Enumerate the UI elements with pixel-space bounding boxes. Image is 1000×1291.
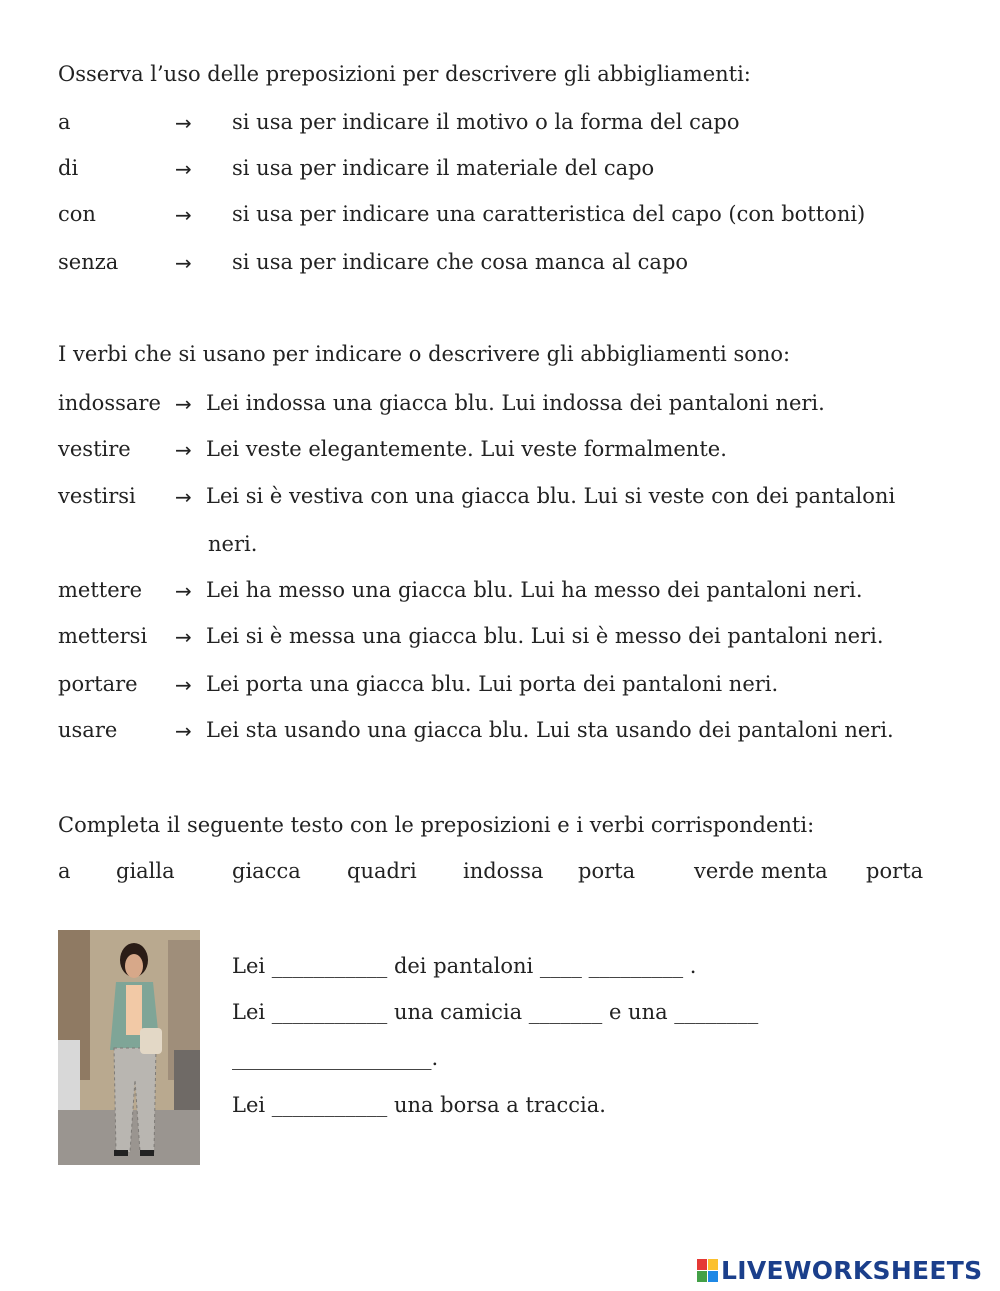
fill-in-line[interactable]: Lei ___________ una borsa a traccia. [232,1093,606,1117]
verb-term: vestirsi [58,484,136,508]
preposition-desc: si usa per indicare che cosa manca al capo [232,250,689,274]
section1-intro: Osserva l’uso delle preposizioni per descrivere gli abbigliamenti: [58,62,751,86]
verb-example-continuation: neri. [208,532,258,556]
section3-intro: Completa il seguente testo con le preposizioni e i verbi corrispondenti: [58,813,815,837]
fill-in-line[interactable]: ___________________. [232,1046,439,1070]
fill-in-line[interactable]: Lei ___________ una camicia _______ e una ________ [232,1000,759,1024]
fill-in-line[interactable]: Lei ___________ dei pantaloni ____ _________ . [232,954,697,978]
verb-example: Lei si è vestiva con una giacca blu. Lui si veste con dei pantaloni [206,484,896,508]
verb-term: vestire [58,437,131,461]
brand-name: LIVEWORKSHEETS [721,1255,983,1285]
preposition-term: di [58,156,79,180]
liveworksheets-logo-icon [697,1259,718,1282]
word-bank-item[interactable]: quadri [347,859,417,883]
word-bank-item[interactable]: porta [578,859,636,883]
section2-intro: I verbi che si usano per indicare o descrivere gli abbigliamenti sono: [58,342,791,366]
word-bank-item[interactable]: giacca [232,859,301,883]
verb-term: indossare [58,391,161,415]
arrow-icon: → [175,438,192,462]
word-bank-item[interactable]: verde menta [694,859,828,883]
verb-term: mettere [58,578,143,602]
verb-example: Lei sta usando una giacca blu. Lui sta usando dei pantaloni neri. [206,718,894,742]
word-bank-item[interactable]: indossa [463,859,544,883]
woman-in-checked-trousers-photo [58,930,200,1165]
arrow-icon: → [175,157,192,181]
arrow-icon: → [175,625,192,649]
arrow-icon: → [175,719,192,743]
verb-example: Lei veste elegantemente. Lui veste formalmente. [206,437,727,461]
arrow-icon: → [175,673,192,697]
verb-example: Lei si è messa una giacca blu. Lui si è messo dei pantaloni neri. [206,624,884,648]
word-bank-item[interactable]: gialla [116,859,175,883]
preposition-desc: si usa per indicare una caratteristica del capo (con bottoni) [232,202,866,226]
preposition-desc: si usa per indicare il motivo o la forma del capo [232,110,740,134]
verb-term: portare [58,672,138,696]
arrow-icon: → [175,392,192,416]
liveworksheets-logo [697,1255,982,1285]
preposition-term: a [58,110,71,134]
verb-example: Lei ha messo una giacca blu. Lui ha messo dei pantaloni neri. [206,578,863,602]
arrow-icon: → [175,485,192,509]
photo-illustration [58,930,200,1165]
arrow-icon: → [175,111,192,135]
verb-example: Lei indossa una giacca blu. Lui indossa dei pantaloni neri. [206,391,825,415]
preposition-term: con [58,202,96,226]
verb-term: usare [58,718,118,742]
verb-term: mettersi [58,624,148,648]
arrow-icon: → [175,203,192,227]
preposition-term: senza [58,250,119,274]
word-bank-item[interactable]: porta [866,859,924,883]
arrow-icon: → [175,251,192,275]
preposition-desc: si usa per indicare il materiale del capo [232,156,655,180]
arrow-icon: → [175,579,192,603]
verb-example: Lei porta una giacca blu. Lui porta dei pantaloni neri. [206,672,779,696]
word-bank-item[interactable]: a [58,859,71,883]
